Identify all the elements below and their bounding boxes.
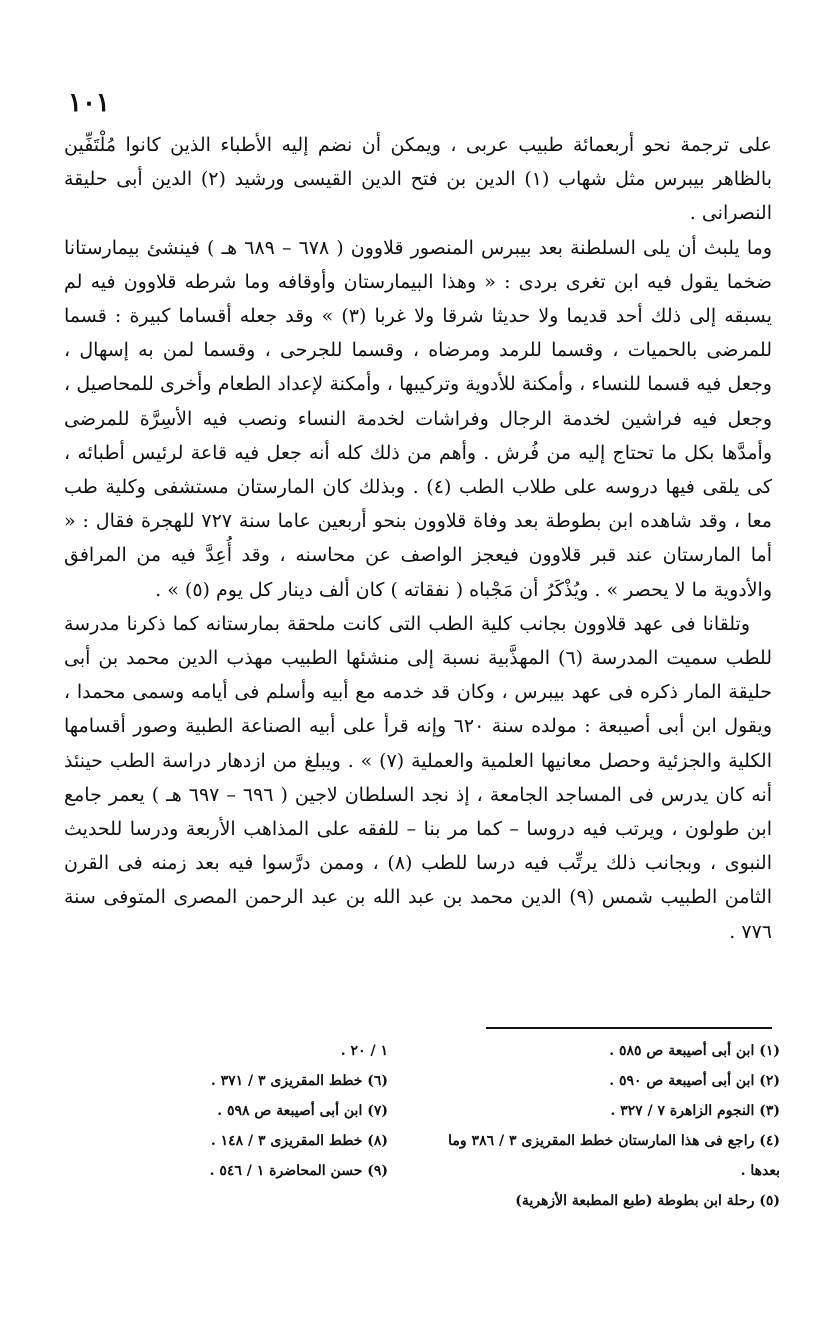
footnote: (٩) حسن المحاضرة ١ / ٥٤٦ . xyxy=(209,1163,388,1179)
footnote: (٨) خطط المقريزى ٣ / ١٤٨ . xyxy=(210,1133,388,1149)
paragraph: على ترجمة نحو أربعمائة طبيب عربى ، ويمكن أن نضم إليه الأطباء الذين كانوا مُلْتَفِّين بالظاهر بيبرس مثل شهاب (١) الدين بن فتح الدين القيسى ورشيد (٢) الدين أبى حليقة النصرانى . xyxy=(64,134,773,225)
footnote: (٣) النجوم الزاهرة ٧ / ٣٢٧ . xyxy=(610,1103,780,1119)
footnote: (٢) ابن أبى أصيبعة ص ٥٩٠ . xyxy=(609,1073,780,1089)
footnote: (١) ابن أبى أصيبعة ص ٥٨٥ . xyxy=(609,1043,780,1059)
footnote: (٤) راجع فى هذا المارستان خطط المقريزى ٣ / ٣٨٦ وما بعدها . xyxy=(448,1133,780,1179)
page-number: ١٠١ xyxy=(68,88,110,118)
paragraph: وتلقانا فى عهد قلاوون بجانب كلية الطب التى كانت ملحقة بمارستانه كما ذكرنا مدرسة للطب سميت المدرسة (٦) المهذَّبية نسبة إلى منشئها الطبيب مهذب الدين محمد بن أبى حليقة المار ذكره فى عهد بيبرس ، وكان قد خدمه مع أبيه وأسلم فى أيامه وسمى محمدا ، ويقول ابن أبى أصيبعة : مولده سنة ٦٢٠ وإنه قرأ على أبيه الصناعة الطبية وصور أقسامها الكلية والجزئية وحصل معانيها العلمية والعملية (٧) » . ويبلغ من ازدهار دراسة الطب حينئذ أنه كان يدرس فى المساجد الجامعة ، إذ نجد السلطان لاجين ( ٦٩٦ – ٦٩٧ هـ ) يعمر جامع ابن طولون ، ويرتب فيه دروسا – كما مر بنا – للفقه على المذاهب الأربعة ودرسا للحديث النبوى ، وبجانب ذلك يرتِّب فيه درسا للطب (٨) ، وممن درَّسوا فيه بعد زمنه فى القرن الثامن الطبيب شمس (٩) الدين محمد بن عبد الله بن عبد الرحمن المصرى المتوفى سنة ٧٧٦ . xyxy=(64,612,773,943)
footnotes-left-column xyxy=(158,1036,388,1186)
footnote: (٦) خطط المقريزى ٣ / ٣٧١ . xyxy=(210,1073,388,1089)
footnote-divider xyxy=(486,1027,772,1029)
footnotes-right-column xyxy=(435,1036,780,1216)
footnote: (٥) رحلة ابن بطوطة (طبع المطبعة الأزهرية) xyxy=(515,1193,780,1209)
footnote: (٧) ابن أبى أصيبعة ص ٥٩٨ . xyxy=(217,1103,388,1119)
body-text xyxy=(64,128,772,949)
paragraph: وما يلبث أن يلى السلطنة بعد بيبرس المنصور قلاوون ( ٦٧٨ – ٦٨٩ هـ ) فينشئ بيمارستانا ضخما يقول فيه ابن تغرى بردى : « وهذا البيمارستان وأوقافه وما شرطه قلاوون فيه لم يسبقه إلى ذلك أحد قديما ولا حديثا شرقا ولا غربا (٣) » وقد جعله أقساما كبيرة : قسما للمرضى بالحميات ، وقسما للرمد ومرضاه ، وقسما للجرحى ، وقسما لمن به إسهال ، وجعل فيه قسما للنساء ، وأمكنة للأدوية وتركيبها ، وأمكنة لإعداد الطعام وأخرى للمحاصيل ، وجعل فيه فراشين لخدمة الرجال وفراشات لخدمة النساء ونصب فيه الأسِرَّة للمرضى وأمدَّها بكل ما تحتاج إليه من فُرش . وأهم من ذلك كله أنه جعل فيه قاعة لرئيس أطبائه ، كى يلقى فيها دروسه على طلاب الطب (٤) . وبذلك كان المارستان مستشفى وكلية طب معا ، وقد شاهده ابن بطوطة بعد وفاة قلاوون بنحو أربعين عاما سنة ٧٢٧ للهجرة فقال : « أما المارستان عند قبر قلاوون فيعجز الواصف عن محاسنه ، وقد أُعِدَّ فيه من المرافق والأدوية ما لا يحصر » . ويُذْكَرُ أن مَجْباه ( نفقاته ) كان ألف دينار كل يوم (٥) » . xyxy=(64,236,773,601)
footnote: ١ / ٢٠ . xyxy=(340,1043,388,1059)
